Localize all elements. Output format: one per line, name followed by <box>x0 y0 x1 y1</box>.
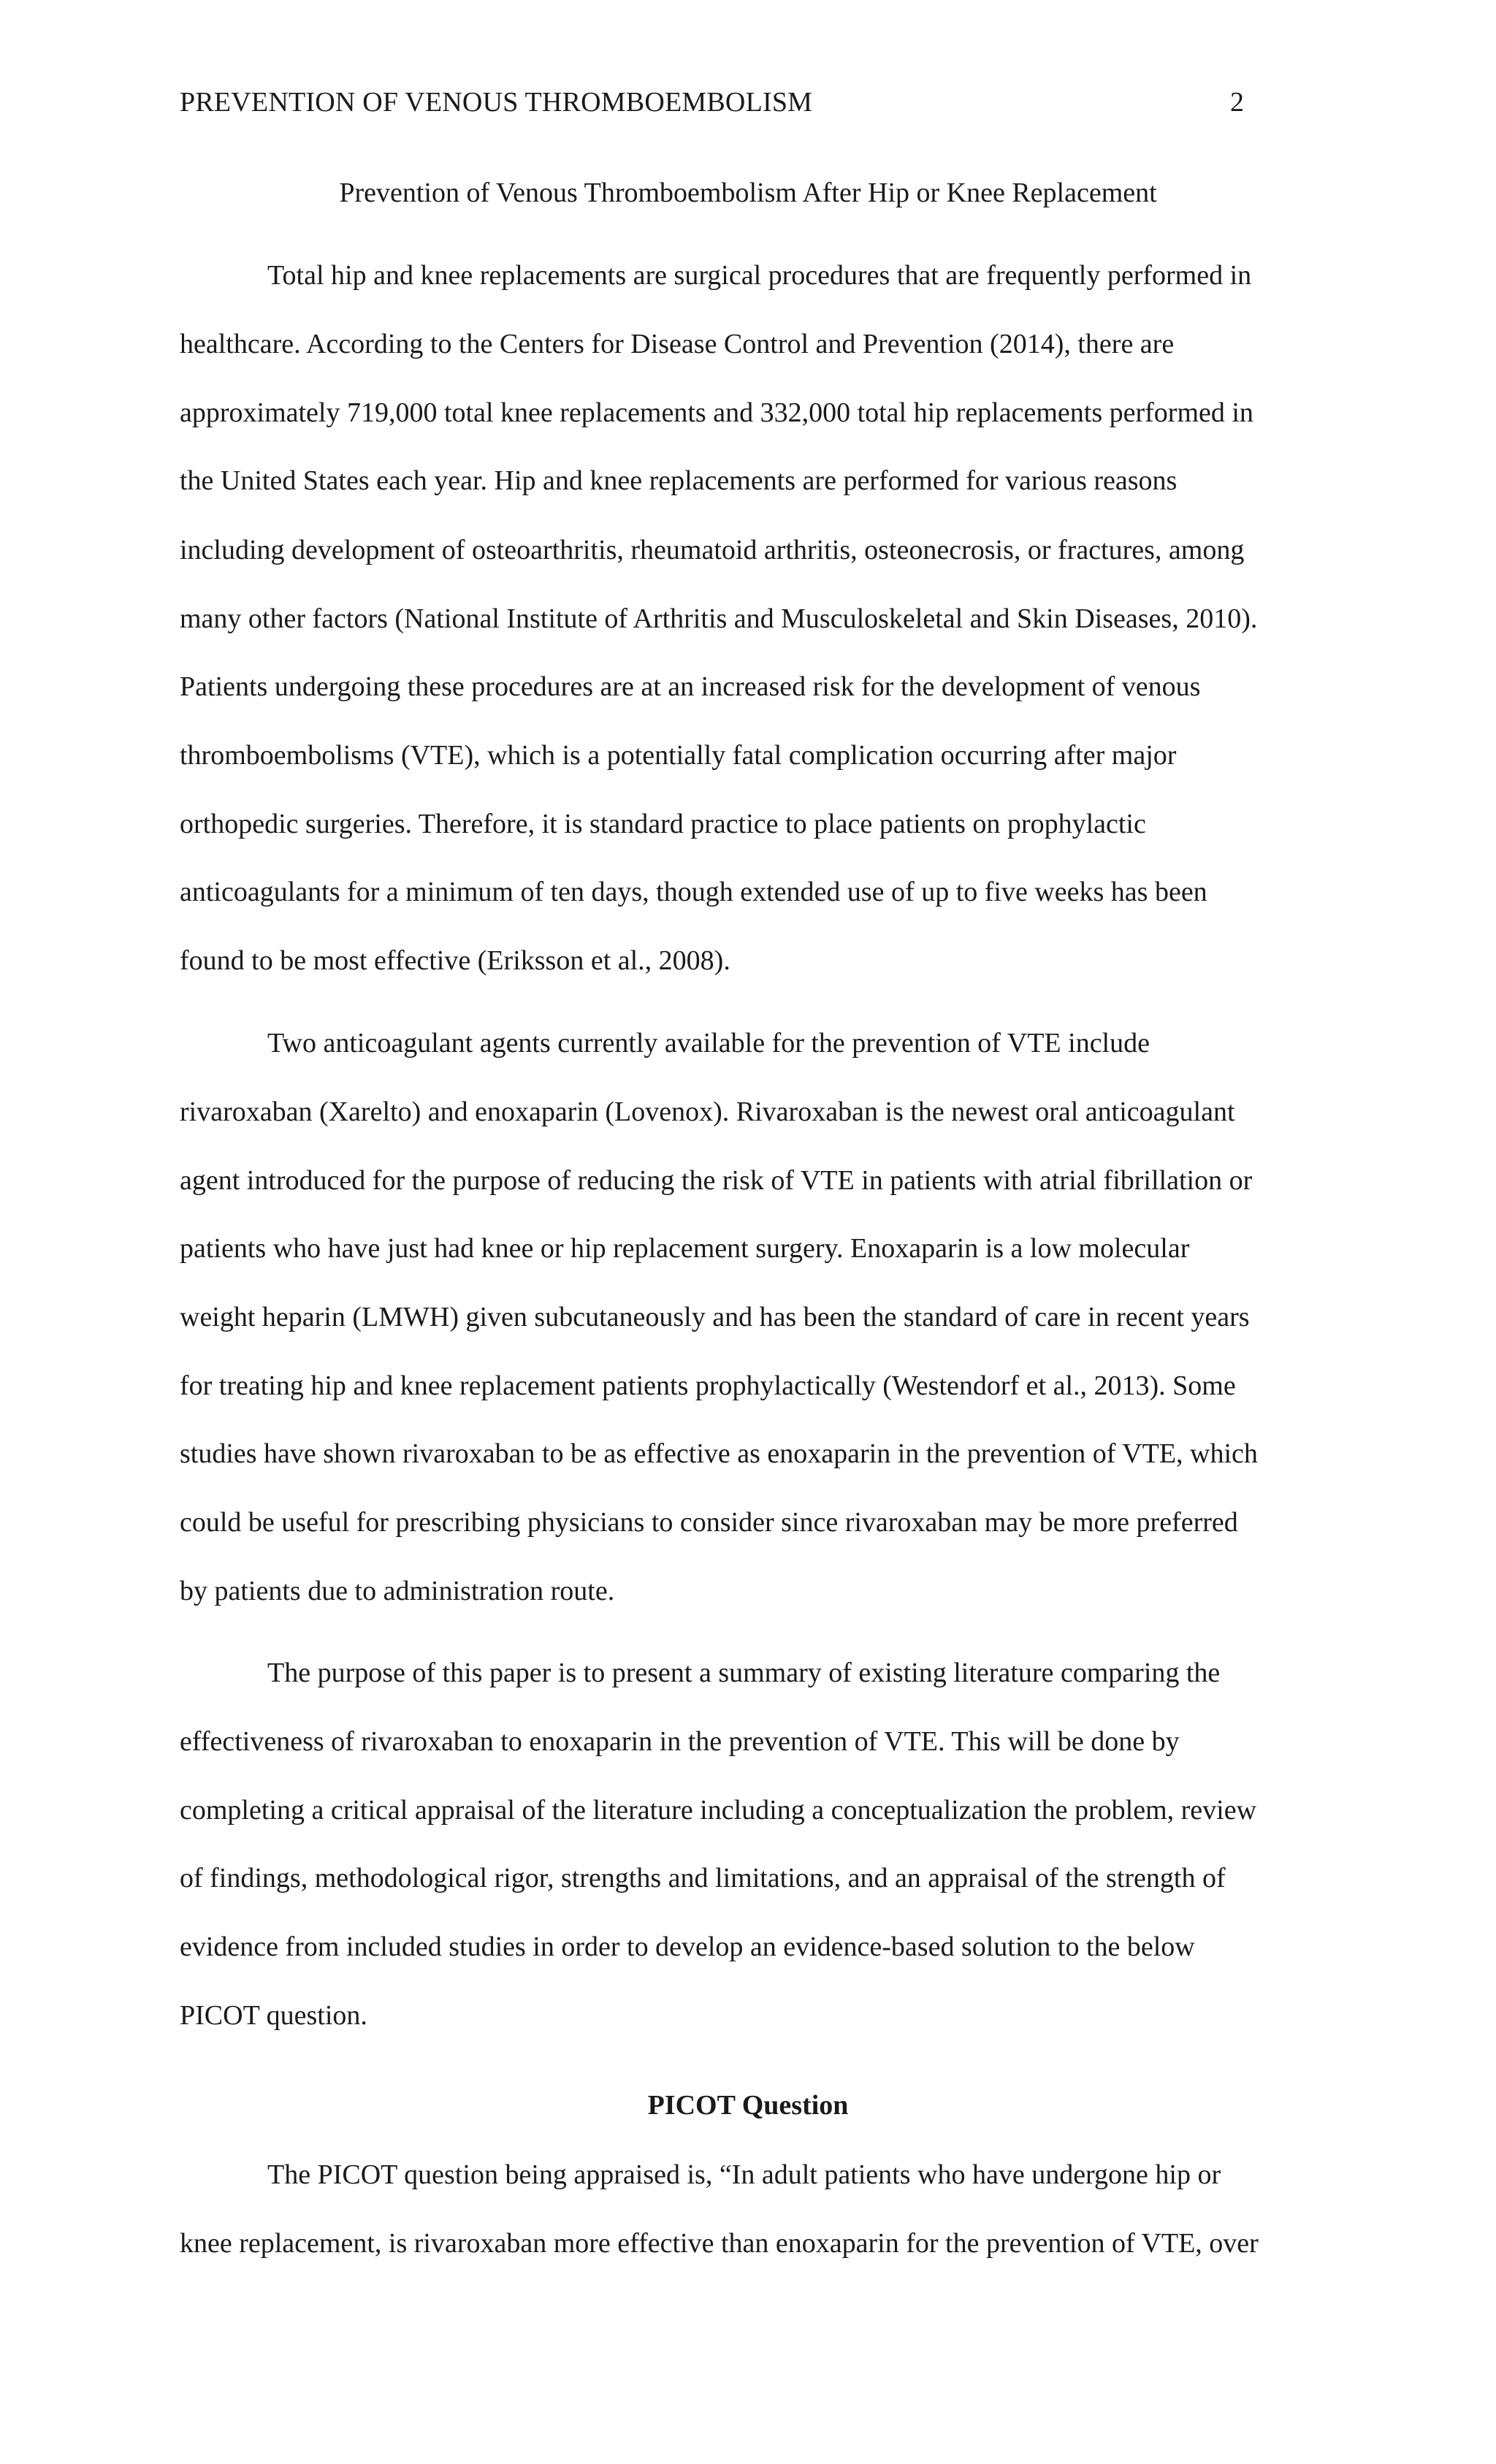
paragraph-2-line-4: patients who have just had knee or hip replacement surgery. Enoxaparin is a low molecular <box>180 1233 1190 1264</box>
paragraph-1-line-4: the United States each year. Hip and knee replacements are performed for various reasons <box>180 465 1178 496</box>
paragraph-3-line-5: evidence from included studies in order to develop an evidence-based solution to the below <box>180 1931 1195 1962</box>
paragraph-3-line-2: effectiveness of rivaroxaban to enoxaparin in the prevention of VTE. This will be done by <box>180 1726 1180 1757</box>
paragraph-2-line-8: could be useful for prescribing physicians to consider since rivaroxaban may be more preferred <box>180 1507 1238 1538</box>
paper-title: Prevention of Venous Thromboembolism After Hip or Knee Replacement <box>339 178 1157 208</box>
paragraph-3-line-4: of findings, methodological rigor, strengths and limitations, and an appraisal of the strength of <box>180 1863 1226 1893</box>
picot-paragraph-line-1: The PICOT question being appraised is, “In adult patients who have undergone hip or <box>267 2159 1221 2190</box>
paragraph-2-line-5: weight heparin (LMWH) given subcutaneously and has been the standard of care in recent years <box>180 1302 1250 1332</box>
paragraph-2-line-6: for treating hip and knee replacement patients prophylactically (Westendorf et al., 2013). Some <box>180 1370 1236 1401</box>
paragraph-2-line-3: agent introduced for the purpose of reducing the risk of VTE in patients with atrial fibrillation or <box>180 1165 1253 1196</box>
paragraph-2-line-2: rivaroxaban (Xarelto) and enoxaparin (Lovenox). Rivaroxaban is the newest oral anticoagulant <box>180 1096 1235 1127</box>
page-number: 2 <box>1230 87 1244 118</box>
paragraph-1-line-11: found to be most effective (Eriksson et al., 2008). <box>180 945 730 976</box>
paragraph-3-line-3: completing a critical appraisal of the literature including a conceptualization the problem, review <box>180 1795 1257 1826</box>
paragraph-1-line-5: including development of osteoarthritis, rheumatoid arthritis, osteonecrosis, or fractures, among <box>180 535 1245 565</box>
paragraph-1-line-7: Patients undergoing these procedures are at an increased risk for the development of venous <box>180 671 1201 702</box>
section-heading-picot: PICOT Question <box>647 2090 849 2121</box>
paragraph-2-line-7: studies have shown rivaroxaban to be as effective as enoxaparin in the prevention of VTE, which <box>180 1438 1258 1469</box>
paragraph-1-line-2: healthcare. According to the Centers for Disease Control and Prevention (2014), there are <box>180 329 1175 359</box>
running-head: PREVENTION OF VENOUS THROMBOEMBOLISM <box>180 87 813 118</box>
paragraph-3-line-1: The purpose of this paper is to present a summary of existing literature comparing the <box>267 1658 1221 1688</box>
paragraph-1-line-9: orthopedic surgeries. Therefore, it is standard practice to place patients on prophylactic <box>180 809 1146 839</box>
paragraph-2-line-9: by patients due to administration route. <box>180 1576 615 1606</box>
paragraph-1-line-6: many other factors (National Institute of Arthritis and Musculoskeletal and Skin Diseases, 2010). <box>180 603 1258 634</box>
paragraph-1-line-8: thromboembolisms (VTE), which is a potentially fatal complication occurring after major <box>180 740 1177 771</box>
paragraph-2-line-1: Two anticoagulant agents currently available for the prevention of VTE include <box>267 1028 1150 1059</box>
paragraph-3-line-6: PICOT question. <box>180 2000 367 2031</box>
paragraph-1-line-1: Total hip and knee replacements are surgical procedures that are frequently performed in <box>267 260 1252 291</box>
paragraph-1-line-3: approximately 719,000 total knee replacements and 332,000 total hip replacements performed in <box>180 397 1253 428</box>
paragraph-1-line-10: anticoagulants for a minimum of ten days, though extended use of up to five weeks has been <box>180 877 1207 907</box>
picot-paragraph-line-2: knee replacement, is rivaroxaban more effective than enoxaparin for the prevention of VTE, over <box>180 2228 1259 2259</box>
